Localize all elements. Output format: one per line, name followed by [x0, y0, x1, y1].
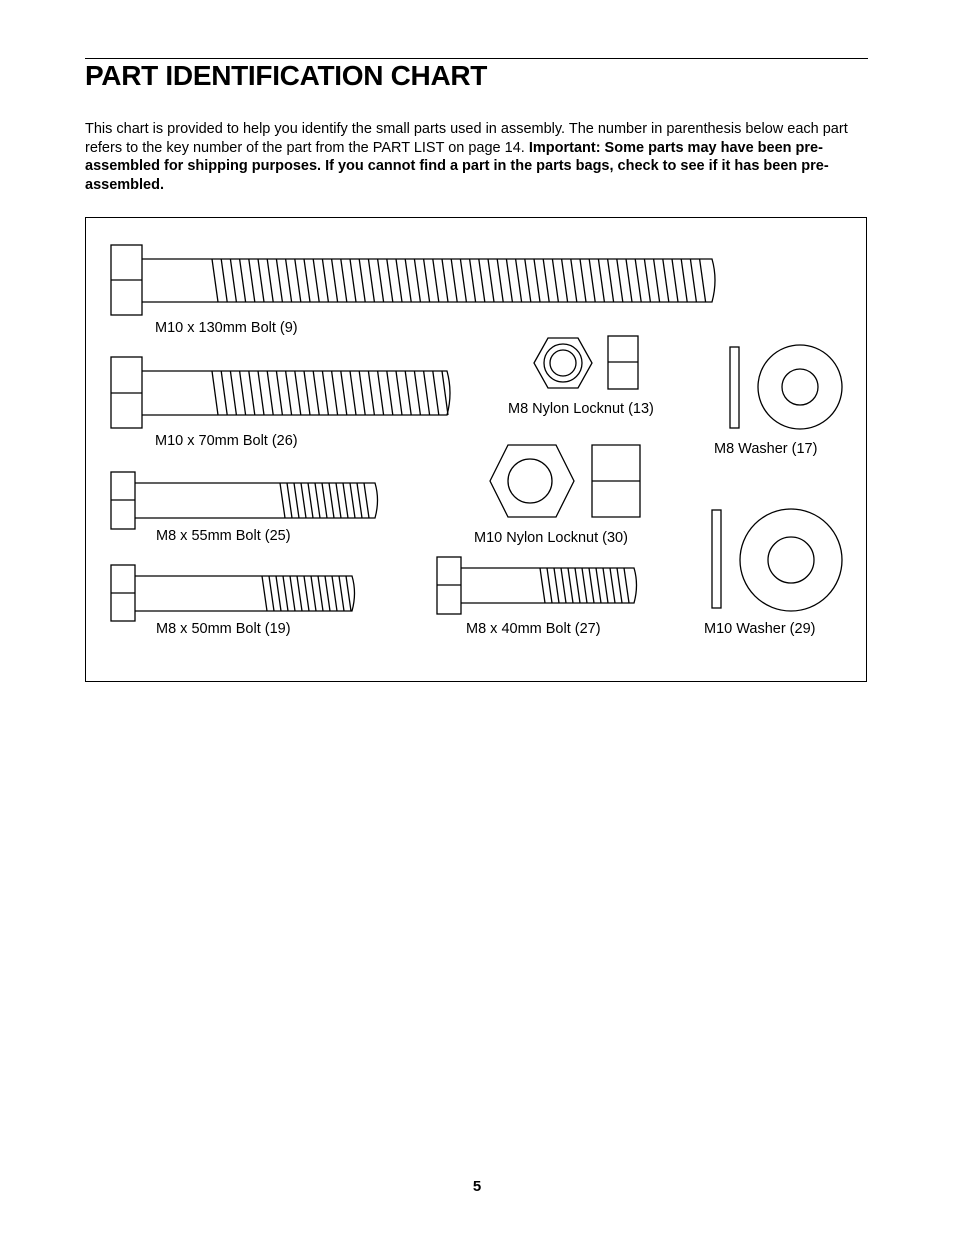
label-m8-locknut: M8 Nylon Locknut (13): [508, 401, 654, 417]
page-title: PART IDENTIFICATION CHART: [85, 60, 488, 91]
washer-m8-icon: [730, 345, 842, 429]
label-m10-70-bolt: M10 x 70mm Bolt (26): [155, 433, 298, 449]
locknut-m10-icon: [490, 445, 640, 517]
bolt-m8-55-icon: [111, 472, 378, 529]
label-m10-130-bolt: M10 x 130mm Bolt (9): [155, 320, 298, 336]
bolt-m10-130-icon: [111, 245, 715, 315]
label-m8-40-bolt: M8 x 40mm Bolt (27): [466, 621, 601, 637]
intro-important-text: Important: Some parts may have been pre-assembled for shipping purposes. If you cannot find a part in the parts bags, check to see if it has been pre-assembled.: [85, 139, 829, 193]
intro-text: This chart is provided to help you identify the small parts used in assembly. The number in parenthesis below each part refers to the key number of the part from the PART LIST on page 14.: [85, 121, 848, 156]
label-m8-55-bolt: M8 x 55mm Bolt (25): [156, 528, 291, 544]
label-m8-washer: M8 Washer (17): [714, 441, 818, 457]
label-m8-50-bolt: M8 x 50mm Bolt (19): [156, 621, 291, 637]
bolt-m10-70-icon: [111, 357, 450, 428]
bolt-m8-50-icon: [111, 565, 355, 621]
label-m10-washer: M10 Washer (29): [704, 621, 816, 637]
washer-m10-icon: [712, 509, 842, 611]
label-m10-locknut: M10 Nylon Locknut (30): [474, 530, 628, 546]
locknut-m8-icon: [534, 336, 638, 389]
page-number: 5: [472, 1178, 482, 1195]
bolt-m8-40-icon: [437, 557, 637, 614]
